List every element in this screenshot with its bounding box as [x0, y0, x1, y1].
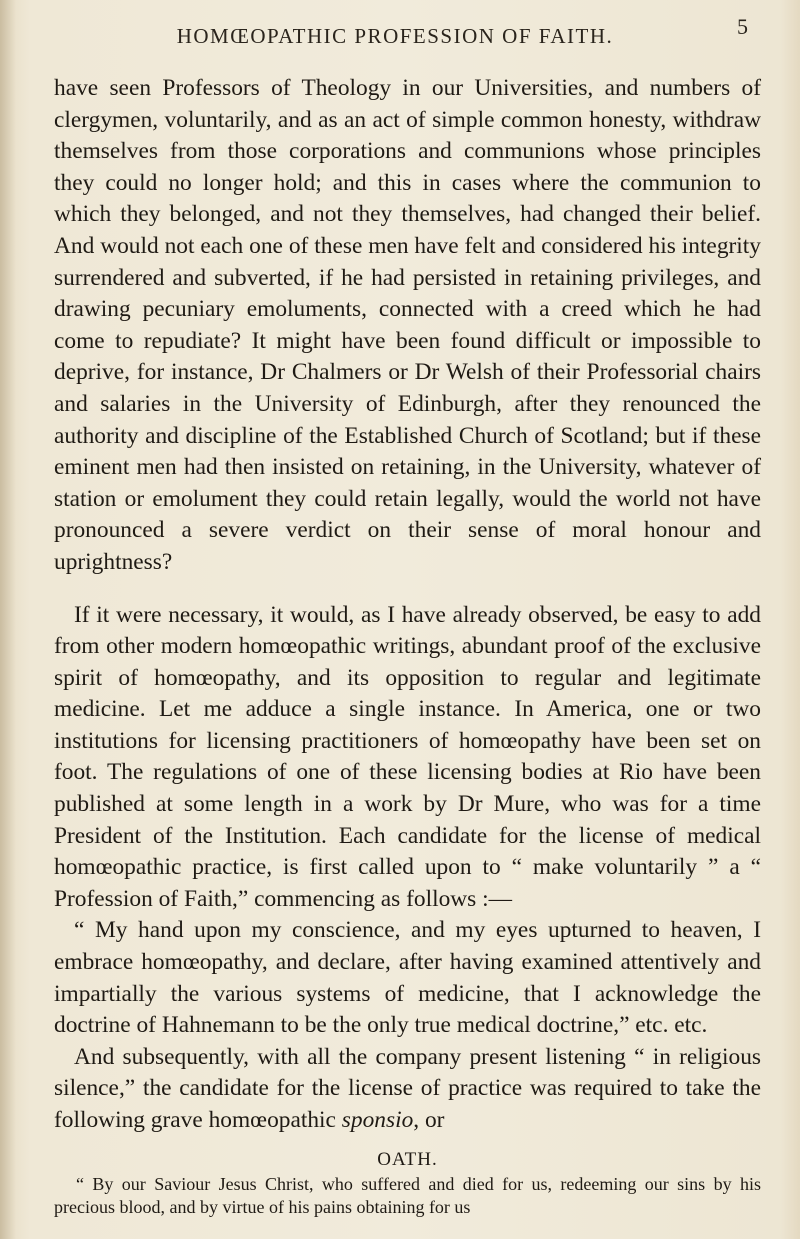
paragraph-3 — [54, 1042, 761, 1137]
paragraph-1: have seen Professors of Theology in our Universities, and numbers of clergymen, voluntarily, and as an act of simple common honesty, withdraw themselves from those corporations and communions whose principles they could no longer hold; and this in cases where the communion to which they belonged, and not they themselves, had changed their belief. And would not each one of these men have felt and considered his integrity surrendered and subverted, if he had persisted in retaining privileges, and drawing pecuniary emoluments, connected with a creed which he had come to repudiate? It might have been found difficult or impossible to deprive, for instance, Dr Chalmers or Dr Welsh of their Professorial chairs and salaries in the University of Edinburgh, after they renounced the authority and discipline of the Established Church of Scotland; but if these eminent men had then insisted on retaining, in the University, whatever of station or emolument they could retain legally, would the world not have pronounced a severe verdict on their sense of moral honour and uprightness? — [54, 75, 761, 575]
paragraph-3-text: And subsequently, with all the company present listening “ in religious silence,” the candidate for the license of practice was required to take the following grave homœopathic — [54, 1043, 761, 1133]
running-title: HOMŒOPATHIC PROFESSION OF FAITH. — [176, 24, 614, 48]
block-quote: “ My hand upon my conscience, and my eyes upturned to heaven, I embrace homœopathy, and declare, after having examined attentively and impartially the various systems of medicine, that I acknowledge the doctrine of Hahnemann to be the only true medical doctrine,” etc. etc. — [54, 917, 761, 1039]
oath-heading: OATH. — [377, 1148, 438, 1170]
paragraph-3-italic: sponsio — [341, 1107, 414, 1133]
paragraph-3-end: , or — [413, 1107, 445, 1133]
page-number: 5 — [737, 14, 748, 39]
oath-text: “ By our Saviour Jesus Christ, who suffered and died for us, redeeming our sins by his precious blood, and by virtue of his pains obtaining for us — [54, 1173, 761, 1217]
body-text — [54, 73, 761, 1219]
paragraph-2: If it were necessary, it would, as I have already observed, be easy to add from other modern homœopathic writings, abundant proof of the exclusive spirit of homœopathy, and its opposition to regular and legitimate medicine. Let me adduce a single instance. In America, one or two institutions for licensing practitioners of homœopathy have been set on foot. The regulations of one of these licensing bodies at Rio have been published at some length in a work by Dr Mure, who was for a time President of the Institution. Each candidate for the license of medical homœopathic practice, is first called upon to “ make voluntarily ” a “ Profession of Faith,” commencing as follows :— — [54, 601, 761, 912]
